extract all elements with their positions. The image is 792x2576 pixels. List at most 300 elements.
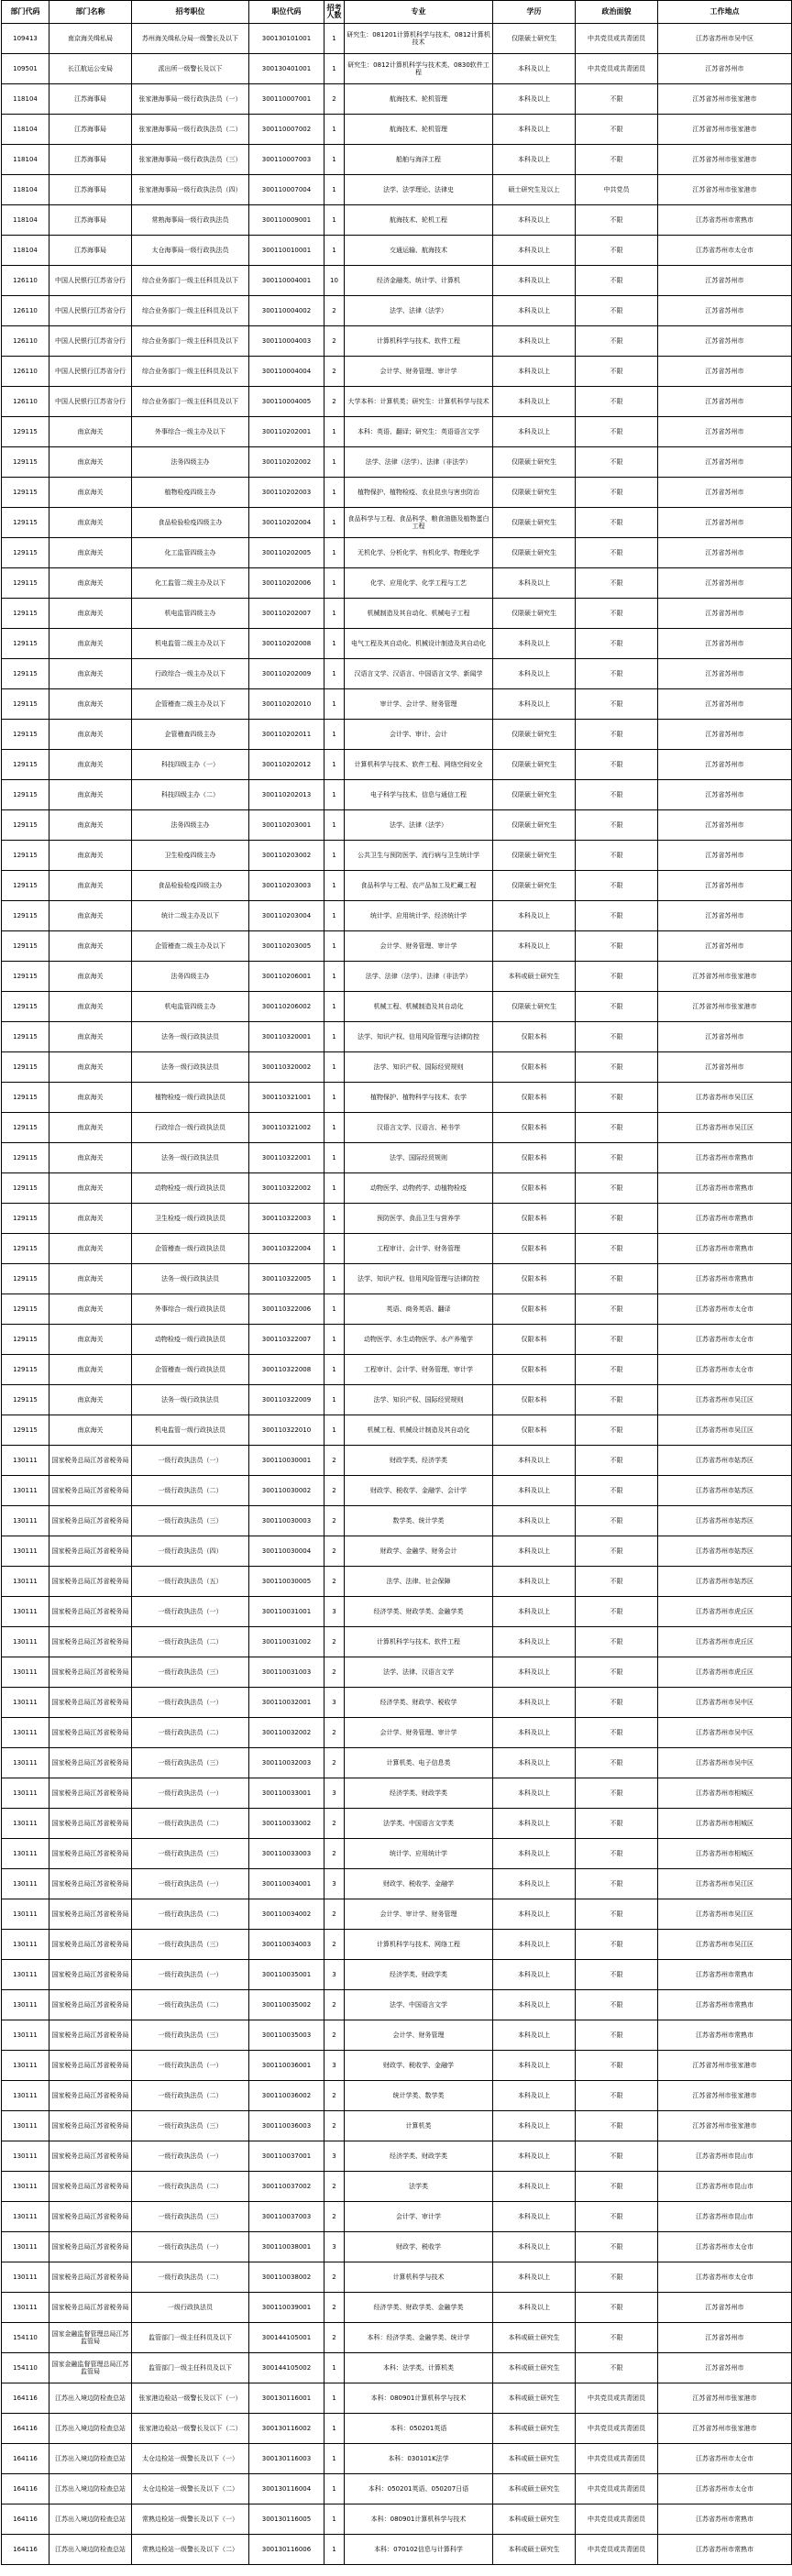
table-row (2, 2414, 792, 2444)
dept-name-cell: 长江航运公安局 (50, 54, 132, 84)
position-cell: 一级行政执法员（三） (132, 1839, 249, 1869)
work-location-cell: 江苏省苏州市 (658, 1022, 792, 1052)
work-location-cell: 江苏省苏州市相城区 (658, 1809, 792, 1839)
position-cell: 监管部门一级主任科员及以下 (132, 2323, 249, 2353)
position-code-cell: 300130116004 (249, 2474, 324, 2504)
table-row (2, 841, 792, 871)
position-code-cell: 300110031002 (249, 1627, 324, 1657)
position-code-cell: 300110034002 (249, 1899, 324, 1930)
position-cell: 综合业务部门一级主任科员及以下 (132, 326, 249, 357)
headcount-cell: 3 (324, 2051, 345, 2081)
dept-code-cell: 130111 (2, 1536, 50, 1567)
political-status-cell: 不限 (576, 2141, 658, 2172)
dept-code-cell: 126110 (2, 357, 50, 387)
major-cell: 动物医学、水生动物医学、水产养殖学 (345, 1325, 493, 1355)
dept-code-cell: 130111 (2, 1567, 50, 1597)
headcount-cell: 2 (324, 1930, 345, 1960)
table-row (2, 1778, 792, 1809)
table-row (2, 2141, 792, 2172)
dept-name-cell: 国家税务总局江苏省税务局 (50, 1839, 132, 1869)
position-cell: 一级行政执法员（三） (132, 2202, 249, 2232)
dept-code-cell: 130111 (2, 2293, 50, 2323)
education-cell: 仅限硕士研究生 (493, 871, 576, 901)
position-code-cell: 300110035003 (249, 2020, 324, 2051)
headcount-cell: 1 (324, 2535, 345, 2565)
work-location-cell: 江苏省苏州市太仓市 (658, 1325, 792, 1355)
position-code-cell: 300110035002 (249, 1990, 324, 2020)
major-cell: 统计学、应用统计学 (345, 1839, 493, 1869)
education-cell: 仅限本科 (493, 1143, 576, 1173)
education-cell: 仅限硕士研究生 (493, 538, 576, 568)
dept-code-cell: 130111 (2, 1748, 50, 1778)
political-status-cell: 不限 (576, 1355, 658, 1385)
work-location-cell: 江苏省苏州市 (658, 750, 792, 780)
table-row (2, 236, 792, 266)
work-location-cell: 江苏省苏州市太仓市 (658, 236, 792, 266)
political-status-cell: 不限 (576, 841, 658, 871)
political-status-cell: 中共党员或共青团员 (576, 2504, 658, 2535)
education-cell: 仅限本科 (493, 1264, 576, 1294)
education-cell: 仅限本科 (493, 1052, 576, 1083)
dept-name-cell: 江苏海事局 (50, 205, 132, 236)
major-cell: 法学、法律（法学）、法律（非法学） (345, 447, 493, 478)
position-code-cell: 300110322010 (249, 1415, 324, 1446)
dept-name-cell: 国家税务总局江苏省税务局 (50, 2051, 132, 2081)
position-cell: 法务一级行政执法员 (132, 1385, 249, 1415)
dept-code-cell: 130111 (2, 2111, 50, 2141)
position-code-cell: 300110037001 (249, 2141, 324, 2172)
table-row (2, 326, 792, 357)
position-cell: 一级行政执法员（二） (132, 1718, 249, 1748)
political-status-cell: 不限 (576, 1930, 658, 1960)
dept-code-cell: 130111 (2, 2262, 50, 2293)
position-code-cell: 300110030001 (249, 1446, 324, 1476)
position-code-cell: 300110202002 (249, 447, 324, 478)
work-location-cell: 江苏省苏州市吴江区 (658, 1385, 792, 1415)
dept-name-cell: 国家金融监督管理总局江苏监管局 (50, 2353, 132, 2383)
political-status-cell: 不限 (576, 2020, 658, 2051)
position-code-cell: 300110038002 (249, 2262, 324, 2293)
education-cell: 仅限硕士研究生 (493, 810, 576, 841)
education-cell: 本科及以上 (493, 1627, 576, 1657)
dept-code-cell: 130111 (2, 1778, 50, 1809)
table-row (2, 478, 792, 508)
position-code-cell: 300110031001 (249, 1597, 324, 1627)
headcount-cell: 1 (324, 24, 345, 54)
political-status-cell: 不限 (576, 417, 658, 447)
dept-code-cell: 130111 (2, 1990, 50, 2020)
table-row (2, 1083, 792, 1113)
political-status-cell: 不限 (576, 810, 658, 841)
work-location-cell: 江苏省苏州市 (658, 1052, 792, 1083)
education-cell: 本科及以上 (493, 1899, 576, 1930)
position-code-cell: 300110032003 (249, 1748, 324, 1778)
education-cell: 本科及以上 (493, 1506, 576, 1536)
headcount-cell: 1 (324, 2383, 345, 2414)
education-cell: 本科及以上 (493, 326, 576, 357)
position-cell: 植物检疫四级主办 (132, 478, 249, 508)
dept-code-cell: 118104 (2, 145, 50, 175)
work-location-cell: 江苏省苏州市张家港市 (658, 175, 792, 205)
table-row (2, 145, 792, 175)
headcount-cell: 1 (324, 1234, 345, 1264)
dept-name-cell: 国家税务总局江苏省税务局 (50, 1960, 132, 1990)
political-status-cell: 不限 (576, 1536, 658, 1567)
headcount-cell: 1 (324, 1083, 345, 1113)
political-status-cell: 中共党员或共青团员 (576, 2383, 658, 2414)
table-row (2, 387, 792, 417)
dept-code-cell: 129115 (2, 1294, 50, 1325)
political-status-cell: 不限 (576, 1869, 658, 1899)
table-row (2, 1204, 792, 1234)
education-cell: 本科及以上 (493, 1748, 576, 1778)
education-cell: 仅限硕士研究生 (493, 447, 576, 478)
major-cell: 计算机类、电子信息类 (345, 1748, 493, 1778)
major-cell: 机械制造及其自动化、机械电子工程 (345, 599, 493, 629)
political-status-cell: 不限 (576, 2051, 658, 2081)
position-code-cell: 300110032001 (249, 1688, 324, 1718)
work-location-cell: 江苏省苏州市 (658, 326, 792, 357)
dept-code-cell: 118104 (2, 236, 50, 266)
education-cell: 仅限本科 (493, 1022, 576, 1052)
major-cell: 审计学、会计学、财务管理 (345, 689, 493, 720)
dept-code-cell: 129115 (2, 1264, 50, 1294)
work-location-cell: 江苏省苏州市 (658, 780, 792, 810)
dept-name-cell: 南京海关 (50, 538, 132, 568)
header-headcount: 招考人数 (324, 1, 345, 24)
dept-code-cell: 130111 (2, 1930, 50, 1960)
dept-name-cell: 南京海关 (50, 1173, 132, 1204)
education-cell: 仅限硕士研究生 (493, 508, 576, 538)
political-status-cell: 不限 (576, 2262, 658, 2293)
position-cell: 法务四级主办 (132, 962, 249, 992)
political-status-cell: 不限 (576, 1204, 658, 1234)
education-cell: 本科及以上 (493, 1960, 576, 1990)
position-code-cell: 300110203003 (249, 871, 324, 901)
political-status-cell: 不限 (576, 1990, 658, 2020)
major-cell: 无机化学、分析化学、有机化学、物理化学 (345, 538, 493, 568)
dept-name-cell: 国家税务总局江苏省税务局 (50, 1930, 132, 1960)
major-cell: 工程审计、会计学、财务管理 (345, 1234, 493, 1264)
position-cell: 苏州海关缉私分局一级警长及以下 (132, 24, 249, 54)
dept-code-cell: 129115 (2, 1204, 50, 1234)
dept-code-cell: 118104 (2, 175, 50, 205)
dept-name-cell: 南京海关 (50, 871, 132, 901)
major-cell: 统计学类、数学类 (345, 2081, 493, 2111)
education-cell: 本科及以上 (493, 1718, 576, 1748)
dept-code-cell: 130111 (2, 1960, 50, 1990)
dept-code-cell: 130111 (2, 2232, 50, 2262)
work-location-cell: 江苏省苏州市太仓市 (658, 1294, 792, 1325)
education-cell: 本科及以上 (493, 1809, 576, 1839)
headcount-cell: 1 (324, 2444, 345, 2474)
dept-code-cell: 164116 (2, 2474, 50, 2504)
headcount-cell: 1 (324, 871, 345, 901)
position-code-cell: 300110038001 (249, 2232, 324, 2262)
headcount-cell: 2 (324, 2202, 345, 2232)
work-location-cell: 江苏省苏州市张家港市 (658, 145, 792, 175)
headcount-cell: 2 (324, 1657, 345, 1688)
dept-code-cell: 118104 (2, 115, 50, 145)
position-code-cell: 300110322006 (249, 1294, 324, 1325)
dept-code-cell: 129115 (2, 1234, 50, 1264)
table-row (2, 1385, 792, 1415)
position-cell: 张家港海事局一级行政执法员（一） (132, 84, 249, 115)
major-cell: 会计学、财务管理、审计学 (345, 931, 493, 962)
dept-name-cell: 国家税务总局江苏省税务局 (50, 2081, 132, 2111)
dept-name-cell: 南京海关 (50, 599, 132, 629)
table-row (2, 508, 792, 538)
work-location-cell: 江苏省苏州市吴江区 (658, 1415, 792, 1446)
major-cell: 本科：英语、翻译；研究生：英语语言文学 (345, 417, 493, 447)
dept-name-cell: 国家税务总局江苏省税务局 (50, 1476, 132, 1506)
header-dept-code: 部门代码 (2, 1, 50, 24)
dept-code-cell: 164116 (2, 2383, 50, 2414)
position-cell: 机电监管四级主办 (132, 599, 249, 629)
major-cell: 机械工程、机械设计制造及其自动化 (345, 1415, 493, 1446)
education-cell: 仅限本科 (493, 1355, 576, 1385)
header-major: 专业 (345, 1, 493, 24)
major-cell: 财政学、金融学、财务会计 (345, 1536, 493, 1567)
work-location-cell: 江苏省苏州市吴中区 (658, 1688, 792, 1718)
position-cell: 法务一级行政执法员 (132, 1143, 249, 1173)
headcount-cell: 1 (324, 720, 345, 750)
position-cell: 综合业务部门一级主任科员及以下 (132, 296, 249, 326)
position-cell: 一级行政执法员（二） (132, 2172, 249, 2202)
major-cell: 计算机科学与技术、网络工程 (345, 1930, 493, 1960)
job-table (1, 0, 792, 2565)
position-cell: 企管稽查二级主办及以下 (132, 689, 249, 720)
education-cell: 仅限本科 (493, 1385, 576, 1415)
work-location-cell: 江苏省苏州市张家港市 (658, 2081, 792, 2111)
major-cell: 本科：法学类、计算机类 (345, 2353, 493, 2383)
dept-code-cell: 129115 (2, 659, 50, 689)
position-cell: 科技四级主办（二） (132, 780, 249, 810)
dept-code-cell: 129115 (2, 1173, 50, 1204)
dept-name-cell: 中国人民银行江苏省分行 (50, 326, 132, 357)
position-code-cell: 300110004004 (249, 357, 324, 387)
dept-code-cell: 129115 (2, 1113, 50, 1143)
headcount-cell: 2 (324, 2323, 345, 2353)
position-cell: 一级行政执法员（一） (132, 1869, 249, 1899)
headcount-cell: 2 (324, 84, 345, 115)
education-cell: 本科及以上 (493, 2141, 576, 2172)
major-cell: 经济学类、财政学类 (345, 2141, 493, 2172)
education-cell: 本科及以上 (493, 236, 576, 266)
position-code-cell: 300110206002 (249, 992, 324, 1022)
table-row (2, 24, 792, 54)
major-cell: 航海技术、轮机工程 (345, 205, 493, 236)
work-location-cell: 江苏省苏州市相城区 (658, 1839, 792, 1869)
headcount-cell: 1 (324, 1325, 345, 1355)
header-work-location: 工作地点 (658, 1, 792, 24)
dept-code-cell: 130111 (2, 1597, 50, 1627)
headcount-cell: 1 (324, 1173, 345, 1204)
position-cell: 法务四级主办 (132, 447, 249, 478)
dept-name-cell: 国家税务总局江苏省税务局 (50, 1899, 132, 1930)
dept-name-cell: 南京海关 (50, 1083, 132, 1113)
major-cell: 财政学、税收学、金融学 (345, 2051, 493, 2081)
dept-name-cell: 南京海关 (50, 689, 132, 720)
political-status-cell: 不限 (576, 478, 658, 508)
political-status-cell: 不限 (576, 326, 658, 357)
political-status-cell: 不限 (576, 1718, 658, 1748)
dept-code-cell: 129115 (2, 841, 50, 871)
table-row (2, 1809, 792, 1839)
dept-code-cell: 129115 (2, 599, 50, 629)
position-code-cell: 300110034003 (249, 1930, 324, 1960)
political-status-cell: 不限 (576, 1264, 658, 1294)
dept-name-cell: 南京海关 (50, 780, 132, 810)
education-cell: 本科及以上 (493, 659, 576, 689)
political-status-cell: 不限 (576, 538, 658, 568)
dept-name-cell: 南京海关 (50, 1113, 132, 1143)
major-cell: 会计学、审计学 (345, 2202, 493, 2232)
work-location-cell: 江苏省苏州市张家港市 (658, 2051, 792, 2081)
position-cell: 外事综合一级行政执法员 (132, 1294, 249, 1325)
position-code-cell: 300110203002 (249, 841, 324, 871)
political-status-cell: 不限 (576, 145, 658, 175)
position-cell: 行政综合一级主办及以下 (132, 659, 249, 689)
political-status-cell: 中共党员或共青团员 (576, 2474, 658, 2504)
dept-code-cell: 130111 (2, 1506, 50, 1536)
major-cell: 本科：070102信息与计算科学 (345, 2535, 493, 2565)
dept-name-cell: 国家税务总局江苏省税务局 (50, 1869, 132, 1899)
education-cell: 本科及以上 (493, 901, 576, 931)
headcount-cell: 2 (324, 326, 345, 357)
major-cell: 法学、法律、汉语言文学 (345, 1657, 493, 1688)
major-cell: 法学、知识产权、国际经贸规则 (345, 1052, 493, 1083)
position-cell: 外事综合一级主办及以下 (132, 417, 249, 447)
table-row (2, 1536, 792, 1567)
education-cell: 本科及以上 (493, 1536, 576, 1567)
headcount-cell: 1 (324, 54, 345, 84)
position-cell: 化工监管四级主办 (132, 538, 249, 568)
table-row (2, 417, 792, 447)
dept-name-cell: 南京海关 (50, 1415, 132, 1446)
dept-name-cell: 国家税务总局江苏省税务局 (50, 1990, 132, 2020)
work-location-cell: 江苏省苏州市昆山市 (658, 2172, 792, 2202)
headcount-cell: 2 (324, 1506, 345, 1536)
major-cell: 预防医学、食品卫生与营养学 (345, 1204, 493, 1234)
dept-code-cell: 129115 (2, 810, 50, 841)
position-code-cell: 300130116006 (249, 2535, 324, 2565)
political-status-cell: 不限 (576, 901, 658, 931)
position-cell: 一级行政执法员（一） (132, 2232, 249, 2262)
position-cell: 企管稽查一级行政执法员 (132, 1234, 249, 1264)
position-code-cell: 300110030004 (249, 1536, 324, 1567)
work-location-cell: 江苏省苏州市虎丘区 (658, 1597, 792, 1627)
education-cell: 本科或硕士研究生 (493, 962, 576, 992)
work-location-cell: 江苏省苏州市吴中区 (658, 24, 792, 54)
major-cell: 汉语言文学、汉语言、中国语言文学、新闻学 (345, 659, 493, 689)
political-status-cell: 不限 (576, 357, 658, 387)
dept-name-cell: 南京海关缉私局 (50, 24, 132, 54)
work-location-cell: 江苏省苏州市 (658, 2353, 792, 2383)
position-code-cell: 300110206001 (249, 962, 324, 992)
work-location-cell: 江苏省苏州市 (658, 901, 792, 931)
table-row (2, 447, 792, 478)
table-row (2, 871, 792, 901)
dept-code-cell: 129115 (2, 1143, 50, 1173)
table-row (2, 266, 792, 296)
table-row (2, 810, 792, 841)
table-row (2, 1597, 792, 1627)
position-code-cell: 300110033003 (249, 1839, 324, 1869)
headcount-cell: 2 (324, 1567, 345, 1597)
table-row (2, 1415, 792, 1446)
dept-code-cell: 129115 (2, 1083, 50, 1113)
dept-code-cell: 130111 (2, 1627, 50, 1657)
position-cell: 张家港边检站一级警长及以下（二） (132, 2414, 249, 2444)
table-row (2, 205, 792, 236)
position-cell: 卫生检疫四级主办 (132, 841, 249, 871)
headcount-cell: 1 (324, 205, 345, 236)
political-status-cell: 中共党员 (576, 175, 658, 205)
table-row (2, 2111, 792, 2141)
position-code-cell: 300110322001 (249, 1143, 324, 1173)
work-location-cell: 江苏省苏州市张家港市 (658, 962, 792, 992)
political-status-cell: 不限 (576, 2081, 658, 2111)
education-cell: 本科及以上 (493, 205, 576, 236)
position-code-cell: 300110007001 (249, 84, 324, 115)
table-row (2, 115, 792, 145)
headcount-cell: 3 (324, 1960, 345, 1990)
position-cell: 一级行政执法员（一） (132, 1960, 249, 1990)
headcount-cell: 1 (324, 2414, 345, 2444)
position-code-cell: 300110203001 (249, 810, 324, 841)
dept-name-cell: 国家税务总局江苏省税务局 (50, 1506, 132, 1536)
education-cell: 本科及以上 (493, 1990, 576, 2020)
position-cell: 法务四级主办 (132, 810, 249, 841)
dept-code-cell: 129115 (2, 1385, 50, 1415)
dept-name-cell: 中国人民银行江苏省分行 (50, 296, 132, 326)
position-code-cell: 300110036003 (249, 2111, 324, 2141)
table-row (2, 2535, 792, 2565)
dept-code-cell: 129115 (2, 1325, 50, 1355)
headcount-cell: 2 (324, 1536, 345, 1567)
position-cell: 科技四级主办（一） (132, 750, 249, 780)
position-code-cell: 300110322003 (249, 1204, 324, 1234)
dept-code-cell: 130111 (2, 1869, 50, 1899)
headcount-cell: 2 (324, 2081, 345, 2111)
position-cell: 法务一级行政执法员 (132, 1052, 249, 1083)
position-cell: 一级行政执法员（三） (132, 1930, 249, 1960)
dept-name-cell: 国家税务总局江苏省税务局 (50, 2172, 132, 2202)
work-location-cell: 江苏省苏州市姑苏区 (658, 1536, 792, 1567)
education-cell: 本科及以上 (493, 84, 576, 115)
headcount-cell: 2 (324, 2020, 345, 2051)
position-cell: 行政综合一级行政执法员 (132, 1113, 249, 1143)
education-cell: 硕士研究生及以上 (493, 175, 576, 205)
dept-name-cell: 南京海关 (50, 962, 132, 992)
position-code-cell: 300110322007 (249, 1325, 324, 1355)
major-cell: 经济学类、财政学类 (345, 1960, 493, 1990)
dept-name-cell: 南京海关 (50, 1204, 132, 1234)
table-row (2, 720, 792, 750)
major-cell: 经济学类、财政学、税收学 (345, 1688, 493, 1718)
major-cell: 法学、法律（法学）、法律（非法学） (345, 962, 493, 992)
position-cell: 一级行政执法员（二） (132, 1476, 249, 1506)
political-status-cell: 不限 (576, 992, 658, 1022)
dept-code-cell: 129115 (2, 780, 50, 810)
headcount-cell: 1 (324, 629, 345, 659)
dept-code-cell: 130111 (2, 2020, 50, 2051)
table-row (2, 1052, 792, 1083)
education-cell: 本科及以上 (493, 1446, 576, 1476)
position-code-cell: 300144105001 (249, 2323, 324, 2353)
major-cell: 财政学、税收学、金融学 (345, 1869, 493, 1899)
